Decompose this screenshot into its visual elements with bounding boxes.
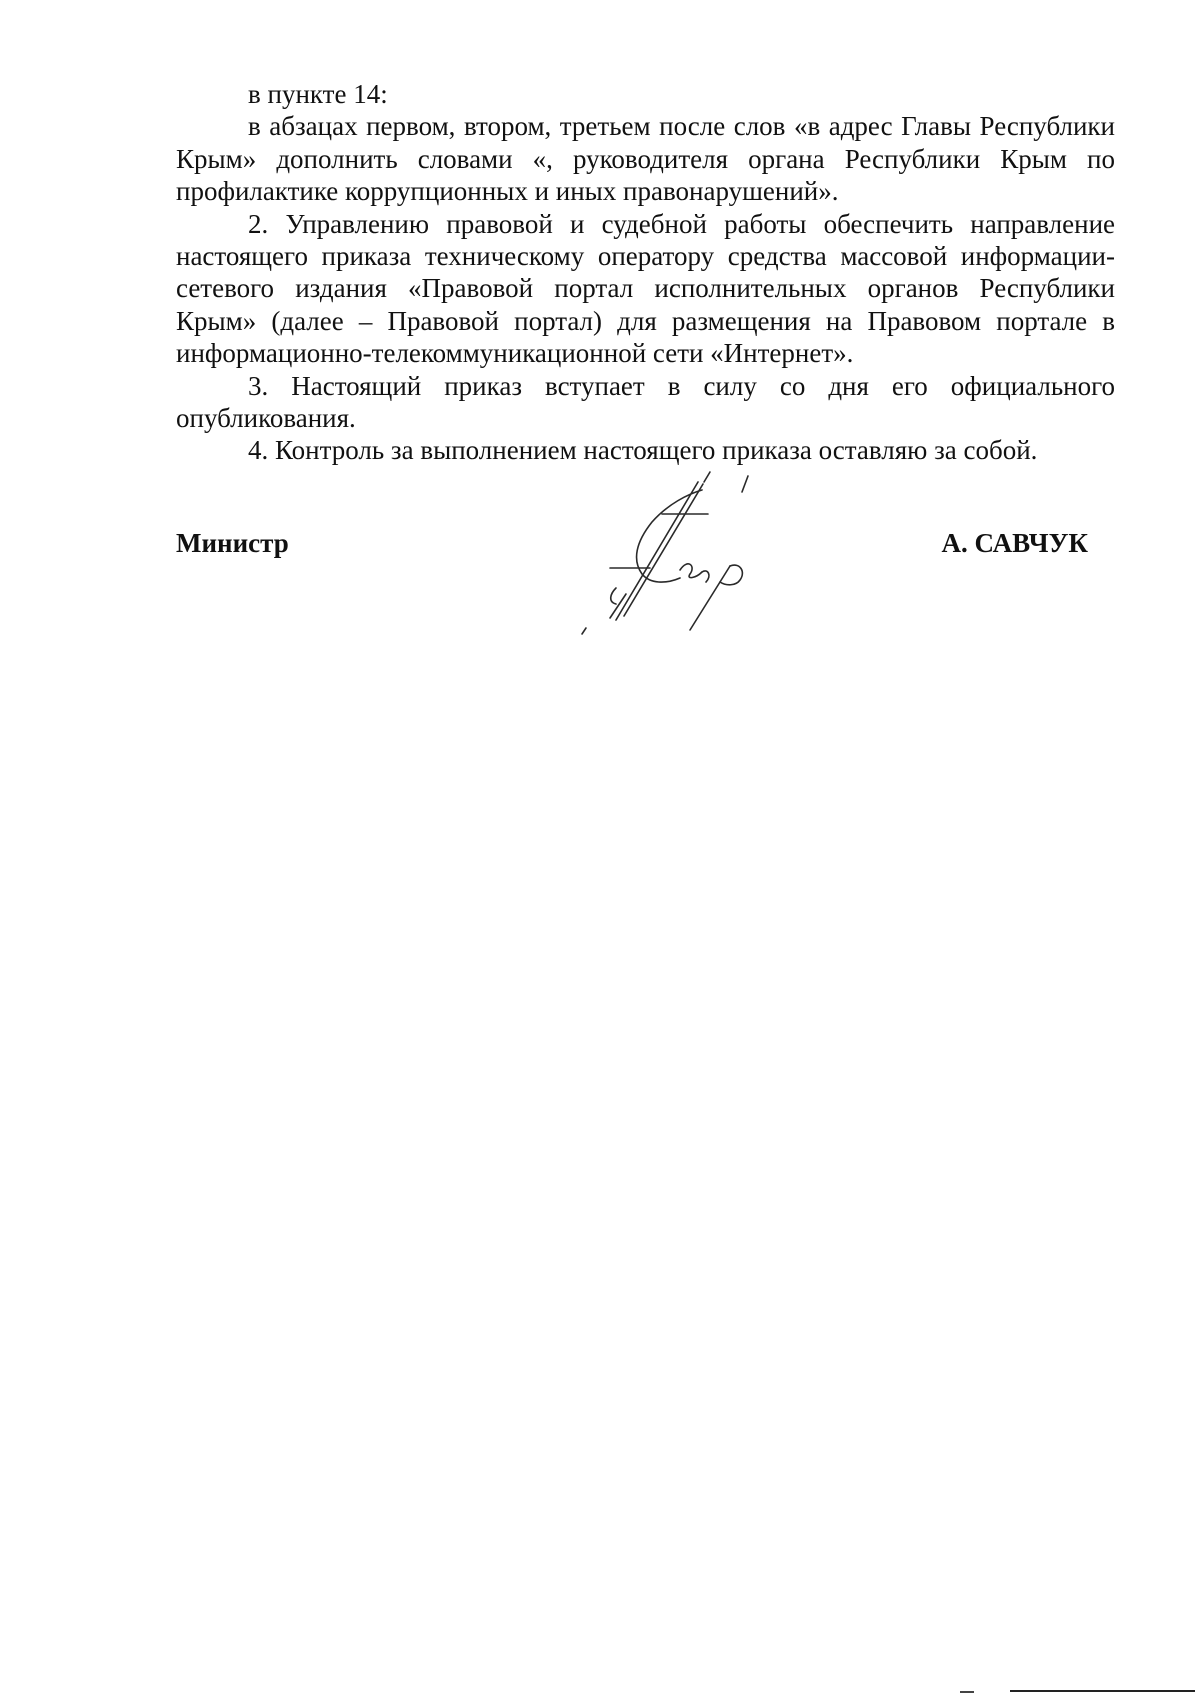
handwritten-signature [570,470,800,640]
signer-name: А. САВЧУК [941,528,1088,558]
paragraph-item-4: 4. Контроль за выполнением настоящего приказа оставляю за собой. [248,435,1038,466]
signer-position: Министр [176,528,289,558]
footer-mark [960,1691,974,1693]
footer-rule [1010,1690,1195,1692]
paragraph-point-14: в пункте 14: [248,79,388,109]
document-body [176,78,1115,467]
paragraph-amendment: в абзацах первом, втором, третьем после слов «в адрес Главы Республики Крым» дополнить словами «, руководителя органа Республики Крым по профилактике коррупционных и иных правонарушений». [176,111,1115,207]
paragraph-item-2: 2. Управлению правовой и судебной работы обеспечить направление настоящего приказа техническому оператору средства массовой информации-сетевого издания «Правовой портал исполнительных органов Республики Крым» (далее – Правовой портал) для размещения на Правовом портале в информационно-телекоммуникационной сети «Интернет». [176,208,1115,369]
paragraph-item-3: 3. Настоящий приказ вступает в силу со дня его официального опубликования. [176,370,1115,434]
